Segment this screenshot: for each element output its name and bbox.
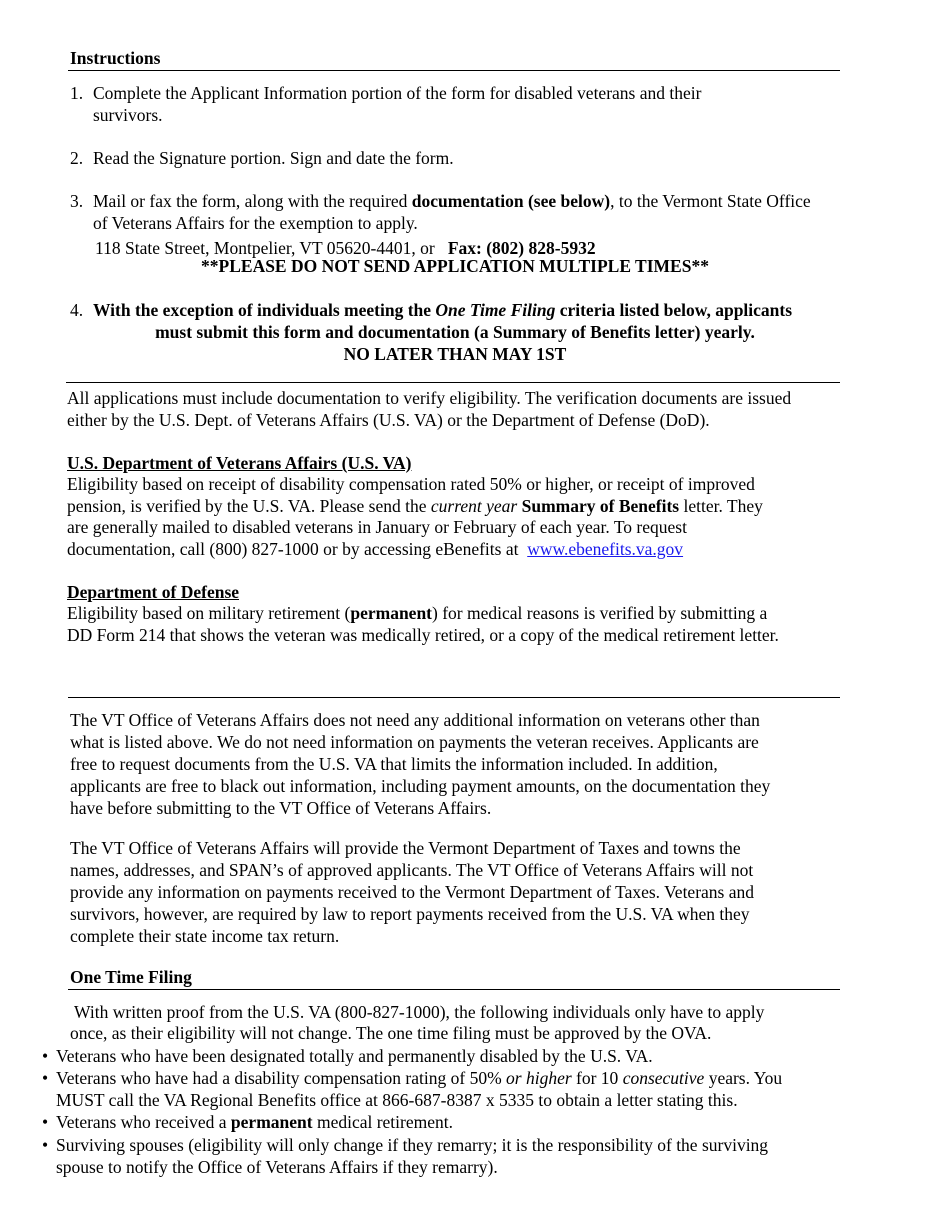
privacy-para-1-line: The VT Office of Veterans Affairs does not need any additional information on veterans other than xyxy=(70,710,760,730)
privacy-para-2-line: complete their state income tax return. xyxy=(70,926,340,946)
item-1-number: 1. xyxy=(70,83,84,103)
one-time-rule xyxy=(68,989,840,990)
item-4-number: 4. xyxy=(70,300,84,320)
verification-paragraph: All applications must include documentation to verify eligibility. The verification documents are issued either by the U.S. Dept. of Veterans Affairs (U.S. VA) or the Department of Defense (DoD). xyxy=(67,388,792,430)
privacy-para-2 xyxy=(70,837,754,947)
usva-line-4-text: documentation, call (800) 827-1000 or by accessing eBenefits at xyxy=(67,539,519,559)
address: 118 State Street, Montpelier, VT 05620-4401, or xyxy=(95,238,435,258)
dod-line-1-b: ) for medical reasons is verified by submitting a xyxy=(432,603,768,623)
privacy-para-1-line: have before submitting to the VT Office of Veterans Affairs. xyxy=(70,798,492,818)
bullet-4-line-1: Surviving spouses (eligibility will only change if they remarry; it is the responsibility of the surviving xyxy=(56,1135,769,1155)
privacy-para-2-line: survivors, however, are required by law to report payments received from the U.S. VA when they xyxy=(70,904,750,924)
warning-text: **PLEASE DO NOT SEND APPLICATION MULTIPLE TIMES** xyxy=(201,256,709,276)
bullet-2-or-higher: or higher xyxy=(506,1068,572,1088)
bullet-2-a: Veterans who have had a disability compensation rating of 50% xyxy=(56,1068,507,1088)
dod-line-1-a: Eligibility based on military retirement ( xyxy=(67,603,351,623)
item-4-text-b: criteria listed below, applicants xyxy=(555,300,793,320)
item-1-text: Complete the Applicant Information portion of the form for disabled veterans and their survivors. xyxy=(93,83,702,125)
usva-line-1: Eligibility based on receipt of disability compensation rated 50% or higher, or receipt of improved xyxy=(67,474,755,494)
dod-line-2: DD Form 214 that shows the veteran was medically retired, or a copy of the medical retirement letter. xyxy=(67,625,779,645)
bullet-3-text xyxy=(56,1111,453,1133)
one-time-heading: One Time Filing xyxy=(70,967,192,987)
item-4-italic: One Time Filing xyxy=(435,300,556,320)
bullet-4-line-2: spouse to notify the Office of Veterans Affairs if they remarry). xyxy=(56,1157,498,1177)
usva-line-3: are generally mailed to disabled veterans in January or February of each year. To request xyxy=(67,517,687,537)
item-3-text-b: , to the Vermont State Office of Veterans Affairs for the exemption to apply. xyxy=(93,191,811,233)
bullet-2-c: years. You xyxy=(704,1068,783,1088)
bullet-2-consecutive: consecutive xyxy=(622,1068,705,1088)
ebenefits-link[interactable]: www.ebenefits.va.gov xyxy=(527,539,684,559)
instructions-rule xyxy=(68,70,840,71)
privacy-para-1-line: applicants are free to black out information, including payment amounts, on the documentation they xyxy=(70,776,771,796)
item-3-text xyxy=(93,190,823,234)
one-time-intro-1: With written proof from the U.S. VA (800-827-1000), the following individuals only have to apply xyxy=(70,1002,765,1022)
usva-line-2-b: letter. They xyxy=(679,496,763,516)
bullet-3-a: Veterans who received a xyxy=(56,1112,231,1132)
privacy-para-1-line: free to request documents from the U.S. VA that limits the information included. In addition, xyxy=(70,754,718,774)
bullet-3-permanent: permanent xyxy=(230,1112,313,1132)
fax-number: Fax: (802) 828-5932 xyxy=(447,238,596,258)
dod-permanent: permanent xyxy=(350,603,432,623)
instructions-heading: Instructions xyxy=(70,48,161,68)
privacy-para-1 xyxy=(70,709,770,819)
privacy-para-2-line: The VT Office of Veterans Affairs will provide the Vermont Department of Taxes and towns the xyxy=(70,838,741,858)
bullet-icon: • xyxy=(42,1112,49,1132)
section-rule-1 xyxy=(66,382,840,383)
privacy-para-1-line: what is listed above. We do not need information on payments the veteran receives. Applicants are xyxy=(70,732,759,752)
bullet-3-b: medical retirement. xyxy=(312,1112,453,1132)
bullet-1-text: Veterans who have been designated totally and permanently disabled by the U.S. VA. xyxy=(56,1046,653,1066)
dod-line-1 xyxy=(67,602,767,624)
privacy-para-2-line: provide any information on payments received to the Vermont Department of Taxes. Veterans and xyxy=(70,882,754,902)
item-3-number: 3. xyxy=(70,191,84,211)
usva-current-year: current year xyxy=(430,496,518,516)
item-2-number: 2. xyxy=(70,148,84,168)
item-4-line1 xyxy=(93,299,792,321)
usva-heading: U.S. Department of Veterans Affairs (U.S. VA) xyxy=(67,453,412,473)
usva-summary-of-benefits: Summary of Benefits xyxy=(521,496,680,516)
item-2-text: Read the Signature portion. Sign and date the form. xyxy=(93,148,454,168)
item-4-line2: must submit this form and documentation (a Summary of Benefits letter) yearly. xyxy=(155,322,755,342)
bullet-2-line-1 xyxy=(56,1067,782,1089)
one-time-intro-2: once, as their eligibility will not change. The one time filing must be approved by the OVA. xyxy=(70,1023,712,1043)
item-4-line3: NO LATER THAN MAY 1ST xyxy=(343,344,567,364)
item-4-text-a: With the exception of individuals meeting the xyxy=(93,300,436,320)
item-3-bold: documentation (see below) xyxy=(411,191,611,211)
privacy-para-2-line: names, addresses, and SPAN’s of approved applicants. The VT Office of Veterans Affairs will not xyxy=(70,860,754,880)
bullet-2-line-2: MUST call the VA Regional Benefits office at 866-687-8387 x 5335 to obtain a letter stating this. xyxy=(56,1090,738,1110)
bullet-2-b: for 10 xyxy=(571,1068,623,1088)
bullet-icon: • xyxy=(42,1135,49,1155)
usva-line-4 xyxy=(67,538,683,560)
dod-heading: Department of Defense xyxy=(67,582,240,602)
usva-line-2 xyxy=(67,495,763,517)
section-rule-2 xyxy=(68,697,840,698)
bullet-icon: • xyxy=(42,1068,49,1088)
item-3-text-a: Mail or fax the form, along with the required xyxy=(93,191,412,211)
bullet-icon: • xyxy=(42,1046,49,1066)
usva-line-2-a: pension, is verified by the U.S. VA. Please send the xyxy=(67,496,431,516)
